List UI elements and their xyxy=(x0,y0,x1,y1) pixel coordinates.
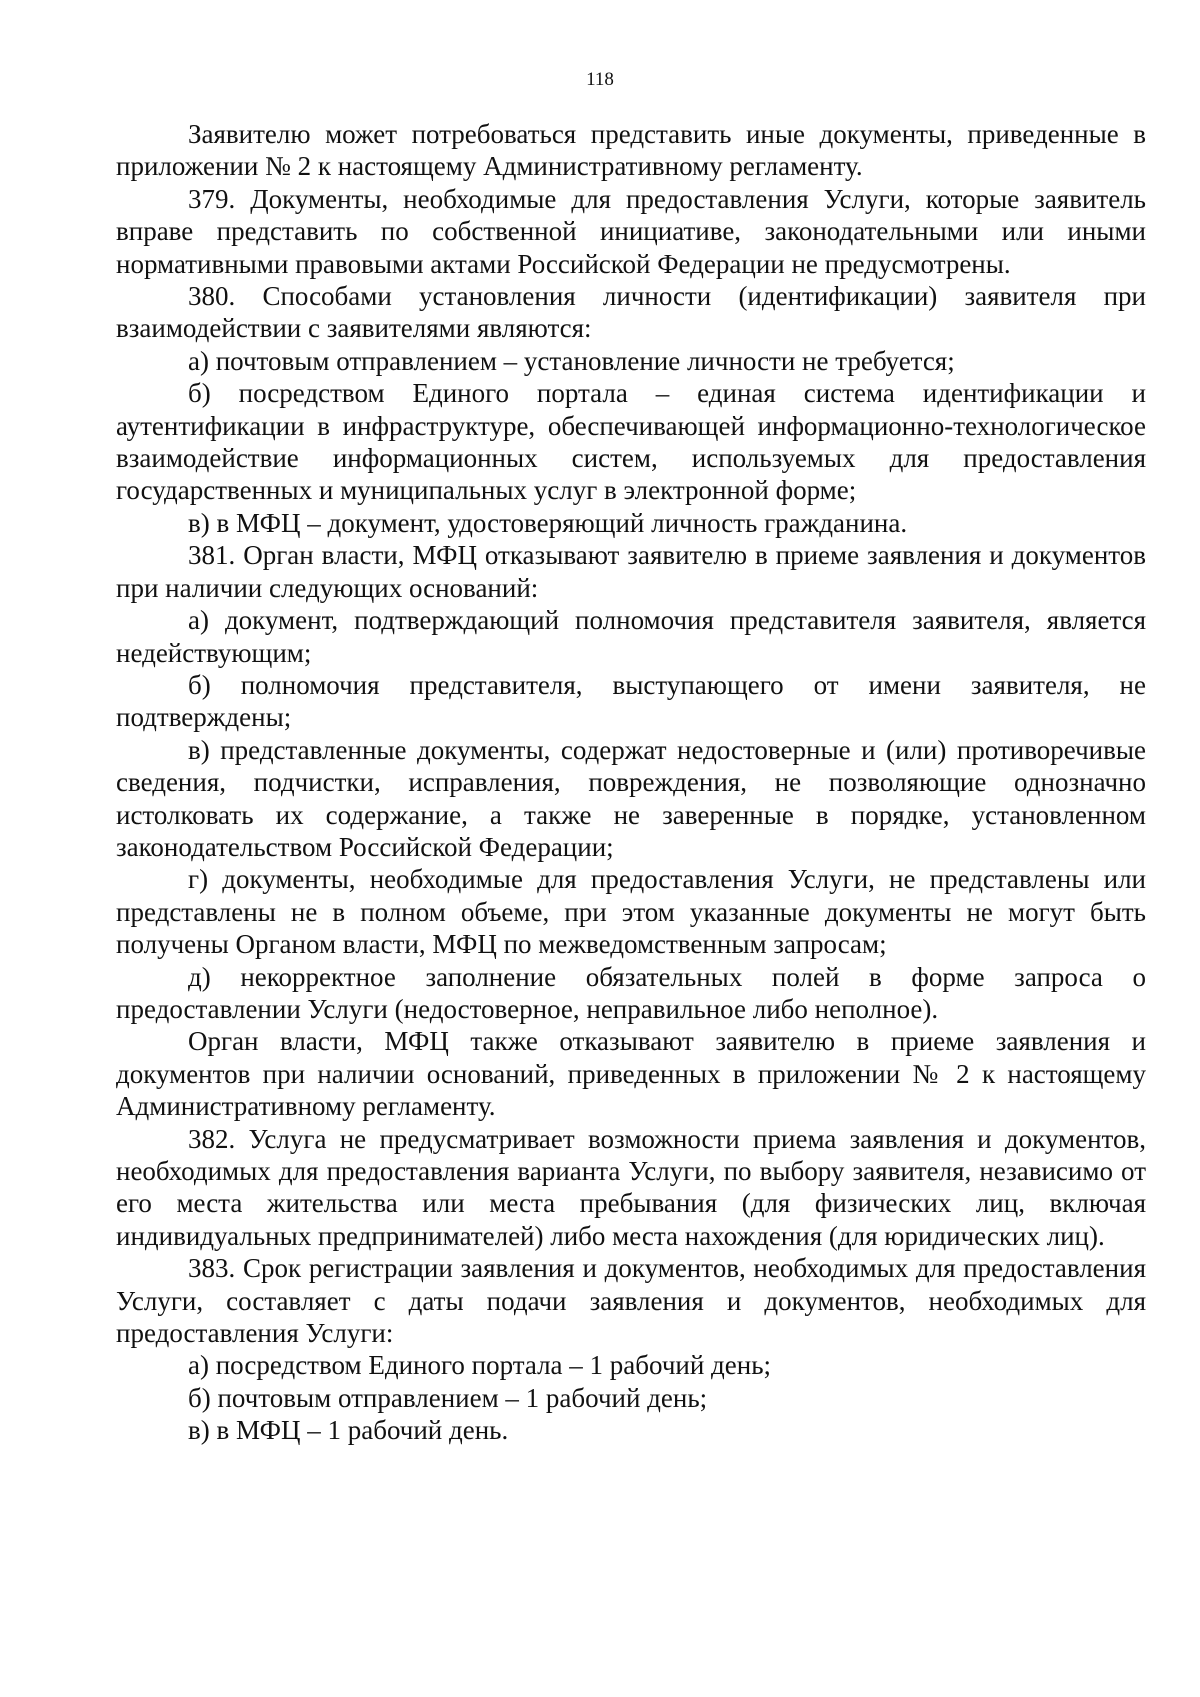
paragraph-381-additional: Орган власти, МФЦ также отказывают заявителю в приеме заявления и документов при наличии оснований, приведенных в приложении № 2 к настоящему Административному регламенту. xyxy=(116,1026,1146,1122)
paragraph-379: 379. Документы, необходимые для предоставления Услуги, которые заявитель вправе представить по собственной инициативе, законодательными или иными нормативными правовыми актами Российской Федерации не предусмотрены. xyxy=(116,183,1146,279)
list-item-383-b: б) почтовым отправлением – 1 рабочий день; xyxy=(188,1382,708,1413)
paragraph-intro: Заявителю может потребоваться представить иные документы, приведенные в приложении № 2 к настоящему Административному регламенту. xyxy=(116,119,1146,182)
document-body xyxy=(116,118,1146,1447)
page-number: 118 xyxy=(586,69,614,90)
list-item-383-a: а) посредством Единого портала – 1 рабочий день; xyxy=(188,1350,772,1381)
list-item-380-v: в) в МФЦ – документ, удостоверяющий личность гражданина. xyxy=(188,507,908,538)
list-item-380-a: а) почтовым отправлением – установление личности не требуется; xyxy=(188,345,955,376)
list-item-381-b: б) полномочия представителя, выступающего от имени заявителя, не подтверждены; xyxy=(116,669,1146,733)
list-item-381-d: д) некорректное заполнение обязательных полей в форме запроса о предоставлении Услуги (недостоверное, неправильное либо неполное). xyxy=(116,961,1146,1024)
paragraph-382: 382. Услуга не предусматривает возможности приема заявления и документов, необходимых для предоставления варианта Услуги, по выбору заявителя, независимо от его места жительства или места пребывания (для физических лиц, включая индивидуальных предпринимателей) либо места нахождения (для юридических лиц). xyxy=(116,1123,1146,1251)
list-item-381-v: в) представленные документы, содержат недостоверные и (или) противоречивые сведения, подчистки, исправления, повреждения, не позволяющие однозначно истолковать их содержание, а также не заверенные в порядке, установленном законодательством Российской Федерации; xyxy=(116,734,1146,862)
paragraph-381: 381. Орган власти, МФЦ отказывают заявителю в приеме заявления и документов при наличии следующих оснований: xyxy=(116,540,1146,603)
paragraph-380: 380. Способами установления личности (идентификации) заявителя при взаимодействии с заявителями являются: xyxy=(116,281,1146,344)
list-item-381-g: г) документы, необходимые для предоставления Услуги, не представлены или представлены не в полном объеме, при этом указанные документы не могут быть получены Органом власти, МФЦ по межведомственным запросам; xyxy=(116,864,1146,960)
list-item-381-a: а) документ, подтверждающий полномочия представителя заявителя, является недействующим; xyxy=(116,605,1146,668)
list-item-380-b: б) посредством Единого портала – единая система идентификации и аутентификации в инфраструктуре, обеспечивающей информационно-технологическое взаимодействие информационных систем, используемых для предоставления государственных и муниципальных услуг в электронной форме; xyxy=(116,378,1146,506)
paragraph-383: 383. Срок регистрации заявления и документов, необходимых для предоставления Услуги, составляет с даты подачи заявления и документов, необходимых для предоставления Услуги: xyxy=(116,1253,1146,1349)
list-item-383-v: в) в МФЦ – 1 рабочий день. xyxy=(188,1415,509,1446)
